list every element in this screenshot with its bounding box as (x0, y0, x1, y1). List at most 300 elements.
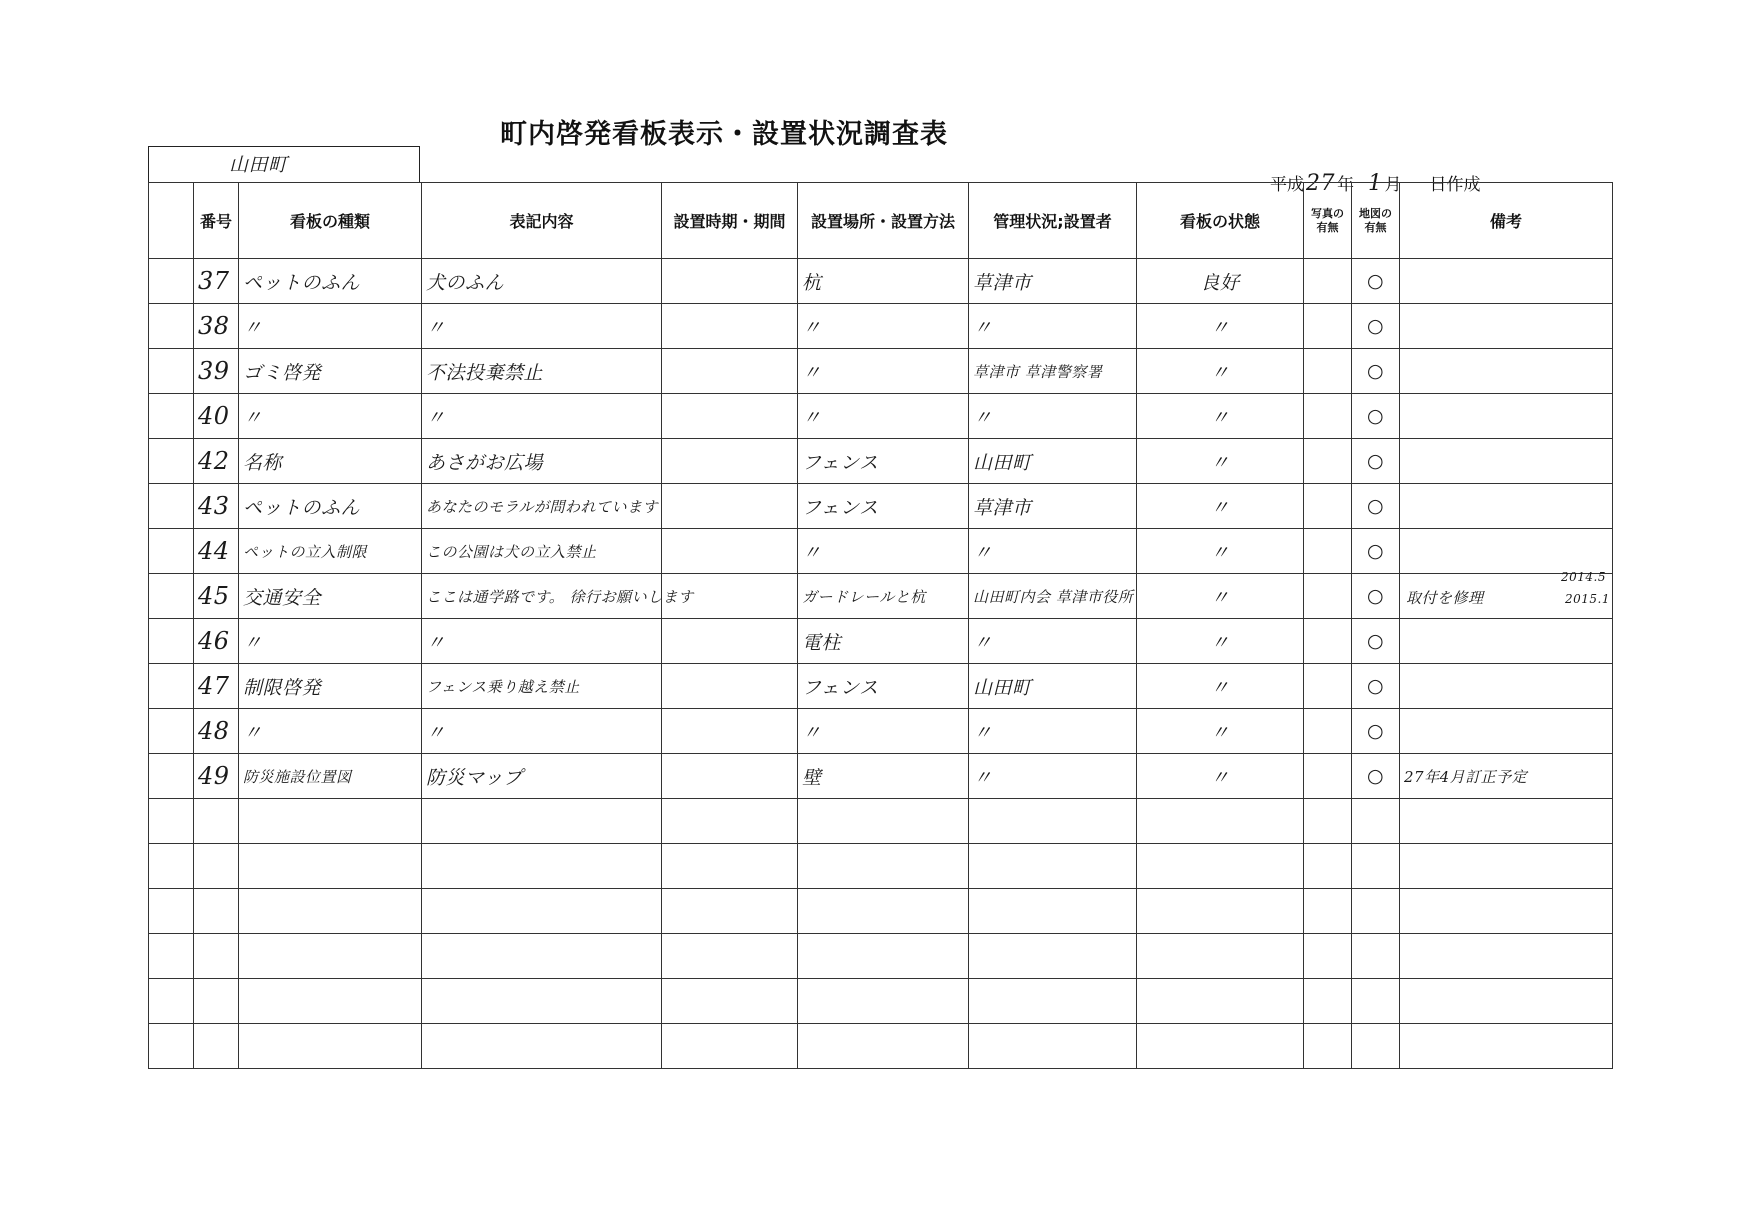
row-remarks (1400, 394, 1613, 439)
row-number-text: 45 (198, 582, 230, 610)
row-condition-text: 〃 (1210, 631, 1230, 654)
row-map-text: ○ (1366, 450, 1385, 472)
row-number (194, 664, 239, 709)
row-map (1352, 574, 1400, 619)
row-manager-text: 〃 (973, 541, 993, 564)
row-period (662, 484, 798, 529)
row-blank (149, 484, 194, 529)
row-photo (1304, 529, 1352, 574)
row-content (422, 754, 662, 799)
row-map (1352, 304, 1400, 349)
empty-cell (194, 934, 239, 979)
row-photo (1304, 349, 1352, 394)
row-map-text: ○ (1366, 495, 1385, 517)
row-type-text: 〃 (243, 406, 263, 429)
row-condition (1137, 349, 1304, 394)
row-number (194, 259, 239, 304)
table-row (149, 304, 1613, 349)
row-blank (149, 619, 194, 664)
empty-cell (1352, 844, 1400, 889)
row-place-text: 〃 (802, 541, 822, 564)
row-type (239, 529, 422, 574)
row-period (662, 664, 798, 709)
empty-cell (194, 979, 239, 1024)
row-manager (969, 349, 1137, 394)
row-condition-text: 〃 (1210, 676, 1230, 699)
empty-cell (1304, 934, 1352, 979)
row-place-text: 電柱 (802, 631, 842, 654)
row-manager (969, 439, 1137, 484)
table-row (149, 394, 1613, 439)
row-type-text: 名称 (243, 451, 283, 474)
row-number (194, 574, 239, 619)
row-number (194, 619, 239, 664)
row-type-text: ペットのふん (243, 496, 361, 519)
empty-cell (662, 799, 798, 844)
empty-cell (1400, 889, 1613, 934)
row-type-text: 防災施設位置図 (243, 767, 352, 786)
row-condition-text: 〃 (1210, 586, 1230, 609)
empty-cell (422, 799, 662, 844)
row-condition (1137, 619, 1304, 664)
row-number-text: 42 (198, 447, 230, 475)
row-condition (1137, 529, 1304, 574)
empty-cell (194, 844, 239, 889)
row-type (239, 619, 422, 664)
row-photo (1304, 754, 1352, 799)
remarks-stack (1404, 570, 1610, 616)
empty-cell (1137, 889, 1304, 934)
row-condition-text: 〃 (1210, 721, 1230, 744)
row-photo (1304, 664, 1352, 709)
row-condition (1137, 304, 1304, 349)
row-content-text: あさがお広場 (426, 451, 544, 474)
empty-cell (1304, 1024, 1352, 1069)
row-map (1352, 259, 1400, 304)
date-era: 平成 (1270, 175, 1304, 195)
table-row (149, 484, 1613, 529)
row-number-text: 43 (198, 492, 230, 520)
row-number (194, 529, 239, 574)
row-manager-text: 〃 (973, 316, 993, 339)
empty-cell (239, 844, 422, 889)
empty-cell (662, 979, 798, 1024)
row-content (422, 664, 662, 709)
row-place (798, 529, 969, 574)
row-map (1352, 664, 1400, 709)
header-content: 表記内容 (422, 183, 662, 259)
empty-cell (194, 1024, 239, 1069)
row-map-text: ○ (1366, 630, 1385, 652)
header-map-line2: 有無 (1364, 220, 1387, 234)
row-number-text: 47 (198, 672, 230, 700)
row-period (662, 394, 798, 439)
row-map (1352, 484, 1400, 529)
row-place-text: 〃 (802, 316, 822, 339)
row-type-text: 〃 (243, 631, 263, 654)
town-name: 山田町 (229, 154, 288, 176)
row-remarks (1400, 664, 1613, 709)
row-remarks (1400, 259, 1613, 304)
empty-cell (1400, 979, 1613, 1024)
header-map (1352, 183, 1400, 259)
row-type (239, 304, 422, 349)
row-remarks (1400, 754, 1613, 799)
table-row (149, 529, 1613, 574)
row-place-text: 〃 (802, 361, 822, 384)
row-condition-text: 〃 (1210, 361, 1230, 384)
row-manager-text: 〃 (973, 406, 993, 429)
row-blank (149, 394, 194, 439)
remarks-main: 取付を修理 (1406, 589, 1484, 607)
table-row (149, 664, 1613, 709)
row-place (798, 709, 969, 754)
row-period (662, 349, 798, 394)
row-place (798, 259, 969, 304)
row-content (422, 484, 662, 529)
table-row (149, 574, 1613, 619)
empty-cell (798, 799, 969, 844)
empty-cell (1304, 844, 1352, 889)
row-blank (149, 754, 194, 799)
row-place (798, 484, 969, 529)
row-photo (1304, 304, 1352, 349)
row-blank (149, 349, 194, 394)
empty-row (149, 844, 1613, 889)
remarks-top: 2014.5 (1561, 570, 1606, 584)
row-photo (1304, 394, 1352, 439)
empty-cell (1352, 979, 1400, 1024)
row-content-text: ここは通学路です。 徐行お願いします (426, 587, 694, 606)
row-remarks (1400, 529, 1613, 574)
row-content (422, 619, 662, 664)
row-map-text: ○ (1366, 405, 1385, 427)
row-map-text: ○ (1366, 270, 1385, 292)
row-type-text: ペットの立入制限 (243, 542, 368, 561)
row-type-text: 〃 (243, 316, 263, 339)
row-number-text: 49 (198, 762, 230, 790)
row-blank (149, 709, 194, 754)
row-place-text: 〃 (802, 406, 822, 429)
empty-cell (239, 1024, 422, 1069)
row-content-text: 防災マップ (426, 766, 523, 789)
row-map-text: ○ (1366, 720, 1385, 742)
empty-cell (149, 844, 194, 889)
row-place-text: 杭 (802, 271, 822, 294)
empty-cell (422, 844, 662, 889)
row-type (239, 709, 422, 754)
row-type (239, 484, 422, 529)
header-period: 設置時期・期間 (662, 183, 798, 259)
row-manager (969, 664, 1137, 709)
row-manager-text: 山田町内会 草津市役所 (973, 587, 1134, 606)
empty-cell (1352, 889, 1400, 934)
row-content-text: 〃 (426, 316, 446, 339)
row-condition (1137, 394, 1304, 439)
table-row (149, 349, 1613, 394)
empty-cell (149, 934, 194, 979)
row-map (1352, 394, 1400, 439)
empty-cell (194, 889, 239, 934)
row-place-text: フェンス (802, 451, 879, 474)
empty-cell (1400, 799, 1613, 844)
row-period (662, 529, 798, 574)
row-place (798, 664, 969, 709)
empty-cell (969, 889, 1137, 934)
row-content (422, 439, 662, 484)
header-type: 看板の種類 (239, 183, 422, 259)
town-box (148, 146, 420, 182)
row-map (1352, 709, 1400, 754)
row-manager-text: 草津市 草津警察署 (973, 362, 1103, 381)
row-condition (1137, 484, 1304, 529)
row-period (662, 709, 798, 754)
row-content (422, 349, 662, 394)
row-type-text: 〃 (243, 721, 263, 744)
table-row (149, 439, 1613, 484)
header-place: 設置場所・設置方法 (798, 183, 969, 259)
row-map-text: ○ (1366, 360, 1385, 382)
row-map (1352, 754, 1400, 799)
empty-row (149, 1024, 1613, 1069)
empty-cell (798, 1024, 969, 1069)
empty-cell (1400, 1024, 1613, 1069)
row-photo (1304, 439, 1352, 484)
date-month: 1 (1368, 171, 1383, 196)
header-photo-line1: 写真の (1311, 206, 1344, 220)
empty-row (149, 799, 1613, 844)
empty-cell (422, 889, 662, 934)
empty-cell (1137, 1024, 1304, 1069)
row-map (1352, 619, 1400, 664)
empty-cell (1304, 799, 1352, 844)
table-row (149, 709, 1613, 754)
row-remarks (1400, 619, 1613, 664)
row-number (194, 349, 239, 394)
row-place (798, 439, 969, 484)
empty-cell (239, 889, 422, 934)
row-condition-text: 〃 (1210, 496, 1230, 519)
row-manager (969, 709, 1137, 754)
row-manager (969, 574, 1137, 619)
row-blank (149, 529, 194, 574)
row-photo (1304, 709, 1352, 754)
row-manager-text: 山田町 (973, 451, 1032, 474)
row-content-text: 〃 (426, 406, 446, 429)
row-blank (149, 439, 194, 484)
row-manager (969, 529, 1137, 574)
row-condition (1137, 439, 1304, 484)
row-type-text: ペットのふん (243, 271, 361, 294)
row-type-text: 交通安全 (243, 586, 322, 609)
empty-row (149, 934, 1613, 979)
row-remarks (1400, 570, 1613, 619)
row-remarks (1400, 484, 1613, 529)
row-map-text: ○ (1366, 585, 1385, 607)
row-blank (149, 574, 194, 619)
empty-cell (969, 934, 1137, 979)
row-type (239, 259, 422, 304)
empty-cell (1137, 934, 1304, 979)
page-title: 町内啓発看板表示・設置状況調査表 (500, 119, 948, 150)
empty-cell (1137, 979, 1304, 1024)
header-photo (1304, 183, 1352, 259)
row-content-text: 〃 (426, 721, 446, 744)
row-period (662, 259, 798, 304)
empty-cell (1137, 799, 1304, 844)
row-map-text: ○ (1366, 675, 1385, 697)
row-number-text: 39 (198, 357, 230, 385)
row-condition-text: 〃 (1210, 451, 1230, 474)
row-condition-text: 〃 (1210, 316, 1230, 339)
empty-cell (969, 979, 1137, 1024)
row-condition (1137, 574, 1304, 619)
row-manager (969, 394, 1137, 439)
row-place-text: 壁 (802, 766, 822, 789)
row-content-text: フェンス乗り越え禁止 (426, 677, 580, 696)
row-condition-text: 〃 (1210, 541, 1230, 564)
row-map (1352, 529, 1400, 574)
row-manager-text: 草津市 (973, 271, 1032, 294)
row-condition (1137, 664, 1304, 709)
row-content-text: 犬のふん (426, 271, 505, 294)
row-map (1352, 349, 1400, 394)
empty-cell (1352, 1024, 1400, 1069)
row-manager (969, 259, 1137, 304)
row-content-text: あなたのモラルが問われています (426, 497, 659, 516)
row-number (194, 394, 239, 439)
header-map-line1: 地図の (1359, 206, 1392, 220)
row-manager-text: 〃 (973, 631, 993, 654)
row-remarks (1400, 349, 1613, 394)
row-manager (969, 484, 1137, 529)
row-condition (1137, 259, 1304, 304)
row-period (662, 754, 798, 799)
row-manager-text: 山田町 (973, 676, 1032, 699)
row-place (798, 304, 969, 349)
empty-cell (422, 979, 662, 1024)
row-place-text: 〃 (802, 721, 822, 744)
empty-cell (1400, 934, 1613, 979)
remarks-side: 2015.1 (1565, 592, 1610, 606)
row-place (798, 349, 969, 394)
row-remarks (1400, 304, 1613, 349)
row-number-text: 44 (198, 537, 230, 565)
empty-cell (1400, 844, 1613, 889)
row-remarks (1400, 709, 1613, 754)
empty-cell (239, 979, 422, 1024)
row-place (798, 394, 969, 439)
date-year-suffix: 年 (1337, 175, 1354, 195)
row-map-text: ○ (1366, 540, 1385, 562)
row-photo (1304, 259, 1352, 304)
row-content-text: 〃 (426, 631, 446, 654)
empty-row (149, 889, 1613, 934)
row-photo (1304, 619, 1352, 664)
empty-cell (239, 934, 422, 979)
row-type-text: 制限啓発 (243, 676, 322, 699)
row-place (798, 619, 969, 664)
table-row (149, 619, 1613, 664)
empty-cell (969, 799, 1137, 844)
header-photo-line2: 有無 (1316, 220, 1339, 234)
row-number-text: 38 (198, 312, 230, 340)
row-number (194, 709, 239, 754)
row-remarks (1400, 439, 1613, 484)
date-day-suffix: 日作成 (1429, 175, 1481, 195)
row-manager-text: 〃 (973, 721, 993, 744)
row-content (422, 394, 662, 439)
row-place-text: ガードレールと杭 (802, 587, 926, 606)
row-type (239, 664, 422, 709)
header-manager: 管理状況;設置者 (969, 183, 1137, 259)
empty-cell (1304, 979, 1352, 1024)
row-content (422, 574, 694, 619)
row-blank (149, 259, 194, 304)
row-place (798, 754, 969, 799)
row-number-text: 40 (198, 402, 230, 430)
row-blank (149, 304, 194, 349)
empty-cell (969, 844, 1137, 889)
row-condition-text: 〃 (1210, 406, 1230, 429)
header-blank (149, 183, 194, 259)
empty-cell (239, 799, 422, 844)
row-manager (969, 619, 1137, 664)
row-map-text: ○ (1366, 765, 1385, 787)
empty-row (149, 979, 1613, 1024)
row-content (422, 709, 662, 754)
table-row (149, 754, 1613, 799)
empty-cell (798, 934, 969, 979)
row-place (798, 574, 969, 619)
row-condition-text: 〃 (1210, 766, 1230, 789)
row-type-text: ゴミ啓発 (243, 361, 322, 384)
empty-cell (149, 979, 194, 1024)
row-type (239, 349, 422, 394)
row-content (422, 529, 662, 574)
date-year: 27 (1306, 171, 1335, 196)
empty-cell (422, 1024, 662, 1069)
row-blank (149, 664, 194, 709)
empty-cell (194, 799, 239, 844)
row-number (194, 754, 239, 799)
row-content-text: この公園は犬の立入禁止 (426, 542, 597, 561)
empty-cell (798, 979, 969, 1024)
row-type (239, 754, 422, 799)
row-condition (1137, 709, 1304, 754)
empty-cell (969, 1024, 1137, 1069)
row-number (194, 484, 239, 529)
row-place-text: フェンス (802, 676, 879, 699)
row-number-text: 37 (198, 267, 230, 295)
header-remarks: 備考 (1400, 183, 1613, 259)
header-number: 番号 (194, 183, 239, 259)
row-manager-text: 草津市 (973, 496, 1032, 519)
row-period (662, 619, 798, 664)
row-number (194, 439, 239, 484)
survey-table (148, 182, 1613, 1069)
row-number-text: 46 (198, 627, 230, 655)
row-content (422, 304, 662, 349)
empty-cell (1304, 889, 1352, 934)
row-content (422, 259, 662, 304)
row-photo (1304, 484, 1352, 529)
empty-cell (1352, 934, 1400, 979)
empty-cell (1137, 844, 1304, 889)
empty-cell (662, 934, 798, 979)
row-type (239, 574, 422, 619)
row-period (662, 304, 798, 349)
